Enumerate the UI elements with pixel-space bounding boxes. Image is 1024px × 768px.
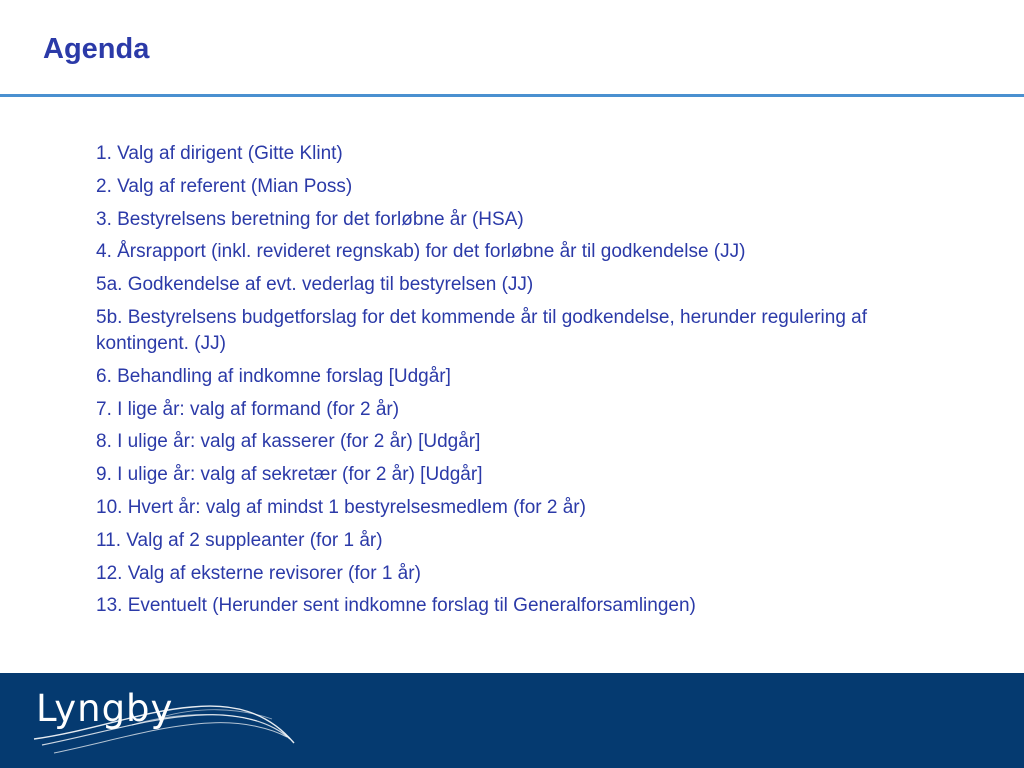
agenda-item-4: 4. Årsrapport (inkl. revideret regnskab) for det forløbne år til godkendelse (JJ) xyxy=(96,241,746,263)
slide-title: Agenda xyxy=(43,33,150,65)
lyngby-logo xyxy=(32,681,302,761)
agenda-item-7: 7. I lige år: valg af formand (for 2 år) xyxy=(96,398,400,420)
agenda-item-3: 3. Bestyrelsens beretning for det forløbne år (HSA) xyxy=(96,208,524,230)
agenda-item-5b: 5b. Bestyrelsens budgetforslag for det kommende år til godkendelse, herunder regulering af kontingent. (JJ) xyxy=(96,306,868,354)
agenda-item-12: 12. Valg af eksterne revisorer (for 1 år) xyxy=(96,562,421,584)
footer-bar xyxy=(0,673,1024,768)
title-divider xyxy=(0,94,1024,97)
wave-swoosh-icon xyxy=(32,681,302,761)
agenda-item-2: 2. Valg af referent (Mian Poss) xyxy=(96,175,353,197)
agenda-item-6: 6. Behandling af indkomne forslag [Udgår] xyxy=(96,365,451,387)
logo-wordmark: Lyngby xyxy=(36,687,174,730)
agenda-item-13: 13. Eventuelt (Herunder sent indkomne forslag til Generalforsamlingen) xyxy=(96,595,696,617)
agenda-item-5a: 5a. Godkendelse af evt. vederlag til bestyrelsen (JJ) xyxy=(96,274,534,296)
agenda-item-1: 1. Valg af dirigent (Gitte Klint) xyxy=(96,143,343,164)
agenda-item-8: 8. I ulige år: valg af kasserer (for 2 år) [Udgår] xyxy=(96,431,481,453)
agenda-list xyxy=(96,141,916,626)
agenda-item-9: 9. I ulige år: valg af sekretær (for 2 år) [Udgår] xyxy=(96,464,483,486)
agenda-item-11: 11. Valg af 2 suppleanter (for 1 år) xyxy=(96,529,383,551)
agenda-item-10: 10. Hvert år: valg af mindst 1 bestyrelsesmedlem (for 2 år) xyxy=(96,496,586,518)
